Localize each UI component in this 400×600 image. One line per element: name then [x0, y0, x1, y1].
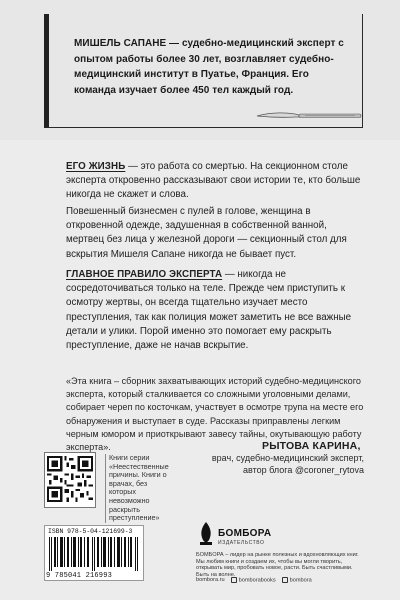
- paragraph-lead: ЕГО ЖИЗНЬ: [66, 161, 126, 172]
- site-link[interactable]: bombora.ru: [196, 577, 225, 584]
- social-icon: [282, 577, 288, 583]
- reviewer-role: врач, судебно-медицинский эксперт, автор блога @coroner_rytova: [211, 453, 364, 475]
- paragraph-lead: ГЛАВНОЕ ПРАВИЛО ЭКСПЕРТА: [66, 269, 223, 280]
- bombora-logo-icon: [197, 520, 215, 546]
- paragraph-text: — никогда не сосредоточиваться только на теле. Прежде чем приступить к осмотру жертвы, он всегда тщательно изучает место преступления, так как полиция может заметить не все важные детали и улики. Порой именно это помогает ему раскрыть преступление, даже не начав вскрытие.: [66, 269, 352, 352]
- publisher-description: БОМБОРА – лидер на рынке полезных и вдохновляющих книг. Мы любим книги и создаем их, чтобы вы могли творить, открывать мир, пробовать новое, расти. Быть счастливыми. Быть на волне.: [196, 552, 359, 578]
- paragraph-main-rule: [66, 268, 364, 353]
- reviewer-name: РЫТОВА КАРИНА,: [262, 440, 361, 452]
- publisher-name: БОМБОРА: [218, 528, 272, 539]
- qr-code-icon: [47, 456, 93, 502]
- paragraph-text: — это работа со смертью. На секционном столе эксперта откровенно рассказывают свои истории те, кто больше никогда не скажет и слова.: [66, 161, 361, 201]
- author-bio: МИШЕЛЬ САПАНЕ — судебно-медицинский эксперт с опытом работы более 30 лет, возглавляет судебно-медицинский институт в Пуатье, Франция. Его команда изучает более 450 тел каждый год.: [74, 38, 344, 96]
- isbn: ISBN 978-5-04-121699-3: [48, 528, 133, 535]
- social-link-1[interactable]: [231, 577, 276, 583]
- social-handle: bomborabooks: [238, 577, 276, 584]
- barcode-icon: [47, 537, 141, 571]
- social-link-2[interactable]: [282, 577, 312, 583]
- review-quote: «Эта книга – сборник захватывающих историй судебно-медицинского эксперта, который сталкивается со сложными уголовными делами, собирает череп по косточкам, участвует в осмотре трупа на месте его обнаружения и выступает в суде. Рассказы приправлены легким черным юмором и приоткрывают завесу тайны, окутывающую работу эксперта».: [66, 376, 364, 453]
- barcode-number: 9 785041 216993: [46, 572, 113, 580]
- publisher-links: [196, 577, 366, 583]
- series-info: Книги серии «Неестественные причины. Книги о врачах, без которых невозможно раскрыть преступление»: [105, 454, 169, 523]
- publisher-sub: ИЗДАТЕЛЬСТВО: [218, 540, 265, 546]
- paragraph-his-life: [66, 160, 364, 203]
- scalpel-icon: [255, 108, 365, 122]
- social-icon: [231, 577, 237, 583]
- paragraph-cases: Повешенный бизнесмен с пулей в голове, женщина в откровенной одежде, задушенная в собственной ванной, мертвец без лица у железной дороги — секционный стол для вскрытия Мишеля Сапане никогда не бывает пуст.: [66, 206, 347, 260]
- social-handle: bombora: [289, 577, 312, 584]
